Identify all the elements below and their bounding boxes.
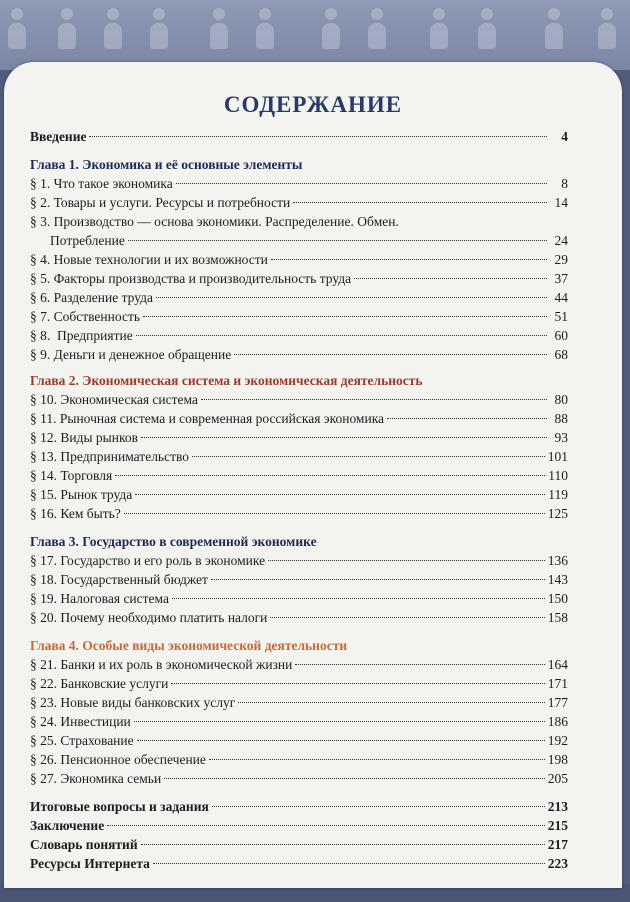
toc-entry[interactable]: § 6. Разделение труда 44 xyxy=(30,290,568,305)
table-of-contents xyxy=(30,127,568,873)
person-icon xyxy=(368,8,386,52)
toc-entry[interactable]: § 11. Рыночная система и современная российская экономика 88 xyxy=(30,411,568,426)
toc-entry[interactable]: § 18. Государственный бюджет 143 xyxy=(30,572,568,587)
toc-entry-glossary[interactable]: Словарь понятий 217 xyxy=(30,837,568,852)
toc-entry-continuation[interactable]: Потребление 24 xyxy=(50,233,568,248)
toc-entry[interactable]: § 12. Виды рынков 93 xyxy=(30,430,568,445)
toc-entry[interactable]: § 16. Кем быть? 125 xyxy=(30,506,568,521)
toc-entry[interactable]: § 3. Производство — основа экономики. Распределение. Обмен. xyxy=(30,214,399,229)
toc-entry[interactable]: § 26. Пенсионное обеспечение 198 xyxy=(30,752,568,767)
toc-entry[interactable]: § 19. Налоговая система 150 xyxy=(30,591,568,606)
toc-entry[interactable]: § 5. Факторы производства и производительность труда 37 xyxy=(30,271,568,286)
person-icon xyxy=(322,8,340,52)
person-icon xyxy=(210,8,228,52)
toc-entry[interactable]: § 21. Банки и их роль в экономической жизни 164 xyxy=(30,657,568,672)
chapter-4-heading: Глава 4. Особые виды экономической деятельности xyxy=(30,638,348,653)
toc-entry-final-questions[interactable]: Итоговые вопросы и задания 213 xyxy=(30,799,568,814)
person-icon xyxy=(58,8,76,52)
chapter-3-heading: Глава 3. Государство в современной экономике xyxy=(30,534,317,549)
toc-entry[interactable]: § 24. Инвестиции 186 xyxy=(30,714,568,729)
chapter-2-heading: Глава 2. Экономическая система и экономическая деятельность xyxy=(30,373,423,388)
toc-entry[interactable]: § 25. Страхование 192 xyxy=(30,733,568,748)
toc-entry[interactable]: § 8. Предприятие 60 xyxy=(30,328,568,343)
toc-entry[interactable]: § 2. Товары и услуги. Ресурсы и потребности 14 xyxy=(30,195,568,210)
person-icon xyxy=(478,8,496,52)
person-icon xyxy=(104,8,122,52)
toc-entry-conclusion[interactable]: Заключение 215 xyxy=(30,818,568,833)
toc-entry[interactable]: § 22. Банковские услуги 171 xyxy=(30,676,568,691)
person-icon xyxy=(256,8,274,52)
toc-entry[interactable]: § 7. Собственность 51 xyxy=(30,309,568,324)
header-decoration xyxy=(0,0,630,70)
toc-entry[interactable]: § 23. Новые виды банковских услуг 177 xyxy=(30,695,568,710)
person-icon xyxy=(8,8,26,52)
toc-entry[interactable]: § 1. Что такое экономика 8 xyxy=(30,176,568,191)
toc-entry[interactable]: § 10. Экономическая система 80 xyxy=(30,392,568,407)
toc-entry-internet-resources[interactable]: Ресурсы Интернета 223 xyxy=(30,856,568,871)
toc-entry[interactable]: § 15. Рынок труда 119 xyxy=(30,487,568,502)
person-icon xyxy=(545,8,563,52)
person-icon xyxy=(430,8,448,52)
toc-entry-introduction[interactable]: Введение 4 xyxy=(30,129,568,144)
toc-entry[interactable]: § 9. Деньги и денежное обращение 68 xyxy=(30,347,568,362)
person-icon xyxy=(150,8,168,52)
contents-page xyxy=(4,62,622,888)
person-icon xyxy=(598,8,616,52)
chapter-1-heading: Глава 1. Экономика и её основные элементы xyxy=(30,157,303,172)
toc-entry[interactable]: § 17. Государство и его роль в экономике 136 xyxy=(30,553,568,568)
toc-entry[interactable]: § 4. Новые технологии и их возможности 29 xyxy=(30,252,568,267)
toc-entry[interactable]: § 13. Предпринимательство 101 xyxy=(30,449,568,464)
toc-entry[interactable]: § 27. Экономика семьи 205 xyxy=(30,771,568,786)
page-title: СОДЕРЖАНИЕ xyxy=(223,92,403,117)
toc-entry[interactable]: § 14. Торговля 110 xyxy=(30,468,568,483)
toc-entry[interactable]: § 20. Почему необходимо платить налоги 158 xyxy=(30,610,568,625)
